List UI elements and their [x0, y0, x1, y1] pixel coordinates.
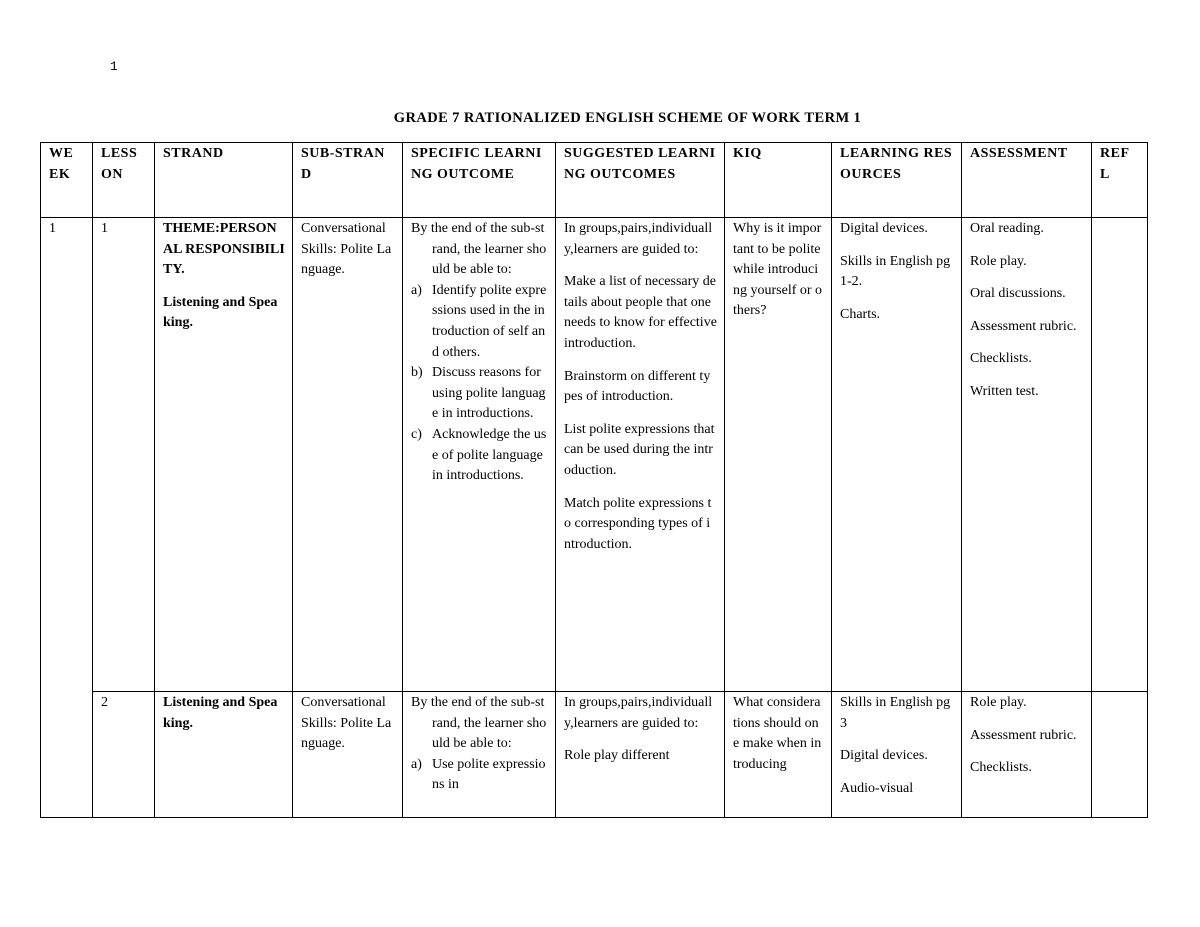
- lesson-cell: 1: [93, 218, 155, 692]
- suggested-learning-outcomes-cell: [556, 692, 725, 818]
- assessment-item: Role play.: [970, 695, 1027, 710]
- strand-cell: [155, 218, 293, 692]
- kiq-cell: Why is it important to be polite while introducing yourself or others?: [725, 218, 832, 692]
- header-kiq: KIQ: [725, 143, 832, 218]
- kiq-text: What considerations should one make when introducing: [733, 695, 822, 772]
- suggested-item: Make a list of necessary details about people that one needs to know for effective introduction.: [564, 274, 717, 351]
- assessment-item: Oral reading.: [970, 221, 1044, 236]
- strand-theme: THEME:PERSONAL RESPONSIBILITY.: [163, 221, 285, 278]
- table-header-row: [41, 143, 1148, 218]
- resource-item: Charts.: [840, 306, 881, 322]
- header-specific-learning-outcome: SPECIFIC LEARNING OUTCOME: [403, 143, 556, 218]
- learning-resources-cell: [832, 692, 962, 818]
- assessment-item: Checklists.: [970, 760, 1032, 776]
- scheme-of-work-table: [40, 142, 1148, 818]
- week-cell: 1: [41, 218, 93, 818]
- suggested-item: In groups,pairs,individually,learners are guided to:: [564, 221, 713, 257]
- list-item: a) Use polite expressions in: [411, 756, 546, 793]
- assessment-item: Assessment rubric.: [970, 318, 1077, 334]
- slo-intro: By the end of the sub-strand, the learner should be able to:: [411, 221, 547, 278]
- resource-item: Digital devices.: [840, 221, 928, 236]
- header-week: WE EK: [41, 143, 93, 218]
- assessment-cell: [962, 218, 1092, 692]
- list-item: b) Discuss reasons for using polite language in introductions.: [411, 365, 546, 422]
- strand-name: Listening and Speaking.: [163, 294, 278, 331]
- strand-cell: [155, 692, 293, 818]
- resource-item: Skills in English pg 1-2.: [840, 253, 951, 290]
- assessment-cell: [962, 692, 1092, 818]
- suggested-item: Match polite expressions to corresponding types of introduction.: [564, 495, 712, 552]
- lesson-cell: 2: [93, 692, 155, 818]
- header-strand: STRAND: [155, 143, 293, 218]
- sub-strand-cell: Conversational Skills: Polite Language.: [293, 218, 403, 692]
- header-assessment: ASSESSMENT: [962, 143, 1092, 218]
- kiq-cell: [725, 692, 832, 818]
- assessment-item: Role play.: [970, 253, 1027, 269]
- table-row: [41, 692, 1148, 818]
- slo-intro: By the end of the sub-strand, the learner should be able to:: [411, 695, 547, 752]
- resource-item: Audio-visual: [840, 780, 914, 796]
- header-reflection: REF L: [1092, 143, 1148, 218]
- suggested-learning-outcomes-cell: [556, 218, 725, 692]
- sub-strand-cell: Conversational Skills: Polite Language.: [293, 692, 403, 818]
- reflection-cell: [1092, 692, 1148, 818]
- learning-resources-cell: [832, 218, 962, 692]
- header-suggested-learning-outcomes: SUGGESTED LEARNING OUTCOMES: [556, 143, 725, 218]
- assessment-item: Checklists.: [970, 351, 1032, 367]
- list-item: c) Acknowledge the use of polite language in introductions.: [411, 426, 547, 484]
- assessment-item: Assessment rubric.: [970, 727, 1077, 743]
- resource-item: Skills in English pg 3: [840, 695, 951, 731]
- suggested-item: List polite expressions that can be used during the introduction.: [564, 421, 715, 478]
- header-sub-strand: SUB-STRAND: [293, 143, 403, 218]
- specific-learning-outcome-cell: [403, 218, 556, 692]
- suggested-item: Brainstorm on different types of introduction.: [564, 368, 711, 405]
- reflection-cell: [1092, 218, 1148, 692]
- resource-item: Digital devices.: [840, 748, 928, 764]
- header-lesson: LESS ON: [93, 143, 155, 218]
- list-item: a) Identify polite expressions used in the introduction of self and others.: [411, 282, 547, 360]
- specific-learning-outcome-cell: [403, 692, 556, 818]
- strand-name: Listening and Speaking.: [163, 695, 278, 731]
- header-learning-resources: LEARNING RESOURCES: [832, 143, 962, 218]
- assessment-item: Oral discussions.: [970, 286, 1066, 302]
- page-number: 1: [110, 59, 118, 74]
- table-row: [41, 218, 1148, 692]
- suggested-item: In groups,pairs,individually,learners are guided to:: [564, 695, 713, 731]
- assessment-item: Written test.: [970, 383, 1039, 399]
- document-title: GRADE 7 RATIONALIZED ENGLISH SCHEME OF WORK TERM 1: [393, 110, 862, 126]
- suggested-item: Role play different: [564, 748, 670, 764]
